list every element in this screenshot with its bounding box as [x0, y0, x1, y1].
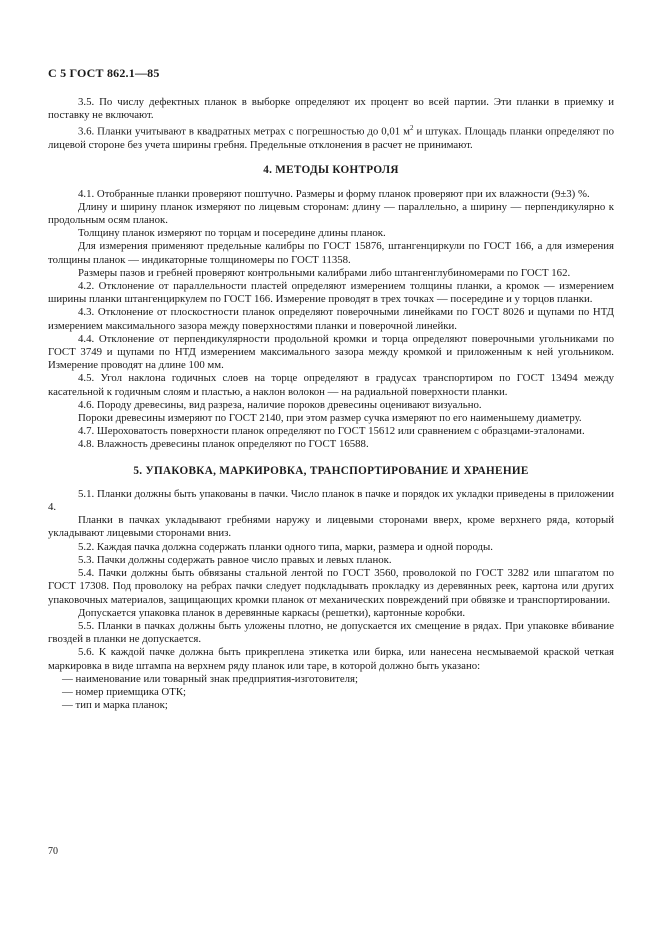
paragraph: 4.3. Отклонение от плоскостности планок определяют поверочными линейками по ГОСТ 8026 и щупами по НТД измерением максимального зазора между поверхностями планки и поверочной линейки.: [48, 306, 614, 332]
paragraph: 4.6. Породу древесины, вид разреза, наличие пороков древесины оценивают визуально.: [78, 398, 482, 411]
list-item: — номер приемщика ОТК;: [62, 685, 187, 698]
paragraph: Длину и ширину планок измеряют по лицевым сторонам: длину — параллельно, а ширину — перпендикулярно к продольным осям планок.: [48, 200, 614, 227]
page-header: С 5 ГОСТ 862.1—85: [48, 66, 160, 80]
page-content: [48, 96, 614, 712]
list-item: — тип и марка планок;: [62, 699, 168, 712]
paragraph: 5.2. Каждая пачка должна содержать планки одного типа, марки, размера и одной породы.: [78, 540, 493, 553]
page-number: 70: [48, 846, 58, 857]
section-5-title: 5. УПАКОВКА, МАРКИРОВКА, ТРАНСПОРТИРОВАНИЕ И ХРАНЕНИЕ: [133, 464, 529, 477]
paragraph: Планки в пачках укладывают гребнями наружу и лицевыми сторонами вверх, кроме верхнего ряда, который укладывают лицевыми сторонами вниз.: [48, 514, 614, 540]
paragraph-3-5: 3.5. По числу дефектных планок в выборке определяют их процент во всей партии. Эти планки в приемку и поставку не включают.: [48, 96, 614, 122]
paragraph: 5.3. Пачки должны содержать равное число правых и левых планок.: [78, 553, 392, 566]
paragraph: 4.4. Отклонение от перпендикулярности продольной кромки и торца определяют поверочными угольниками по ГОСТ 3749 и щупами по НТД измерением максимального зазора между кромкой и приложенным к ней угольником. Измерение проводят на длине 100 мм.: [48, 332, 614, 372]
paragraph-3-6: 3.6. Планки учитывают в квадратных метрах с погрешностью до 0,01 $м^2$ и штуках. Площадь планки определяют по лицевой стороне без учета ширины гребня. Предельные отклонения в расчет не принимают.: [48, 124, 614, 152]
paragraph: Пороки древесины измеряют по ГОСТ 2140, при этом размер сучка измеряют по его наименьшему диаметру.: [78, 412, 582, 425]
paragraph: 4.5. Угол наклона годичных слоев на торце определяют в градусах транспортиром по ГОСТ 13494 между касательной к годичным слоям и пластью, а наклон волокон — на радиальной поверхности планки.: [48, 372, 614, 398]
paragraph: Толщину планок измеряют по торцам и посередине длины планок.: [78, 227, 386, 240]
paragraph: Для измерения применяют предельные калибры по ГОСТ 15876, штангенциркули по ГОСТ 166, а для измерения толщины планок — индикаторные толщиномеры по ГОСТ 11358.: [48, 240, 614, 266]
paragraph: 4.7. Шероховатость поверхности планок определяют по ГОСТ 15612 или сравнением с образцами-эталонами.: [78, 425, 585, 438]
list-item: — наименование или товарный знак предприятия-изготовителя;: [62, 672, 358, 685]
paragraph: 4.2. Отклонение от параллельности пластей определяют измерением толщины планки, а кромок — измерением ширины планки штангенциркулем по ГОСТ 166. Измерение проводят в трех точках — посередине и у торцов планки.: [48, 280, 614, 306]
paragraph: 5.1. Планки должны быть упакованы в пачки. Число планок в пачке и порядок их укладки приведены в приложении 4.: [48, 487, 614, 514]
paragraph: 5.6. К каждой пачке должна быть прикреплена этикетка или бирка, или нанесена несмываемой краской четкая маркировка в виде штампа на верхнем ряду планок или таре, в которой должно быть указано:: [48, 646, 614, 672]
section-4-title: 4. МЕТОДЫ КОНТРОЛЯ: [263, 164, 399, 177]
section-4-body: [48, 188, 614, 452]
paragraph: 5.5. Планки в пачках должны быть уложены плотно, не допускается их смещение в рядах. При упаковке вбивание гвоздей в планки не допускается.: [48, 619, 614, 646]
paragraph: 4.1. Отобранные планки проверяют поштучно. Размеры и форму планок проверяют при их влажности (9±3) %.: [78, 187, 590, 200]
paragraph: Допускается упаковка планок в деревянные каркасы (решетки), картонные коробки.: [78, 606, 466, 619]
paragraph: 4.8. Влажность древесины планок определяют по ГОСТ 16588.: [78, 438, 369, 451]
paragraph: Размеры пазов и гребней проверяют контрольными калибрами либо штангенглубиномерами по ГОСТ 162.: [78, 266, 571, 279]
paragraph: 5.4. Пачки должны быть обвязаны стальной лентой по ГОСТ 3560, проволокой по ГОСТ 3282 или шпагатом по ГОСТ 17308. Под проволоку на ребрах пачки следует подкладывать прокладку из деревянных реек, картона или других упаковочных материалов, защищающих кромки планок от механических повреждений при обвязке и транспортировании.: [48, 567, 614, 606]
section-5-body: [48, 488, 614, 712]
